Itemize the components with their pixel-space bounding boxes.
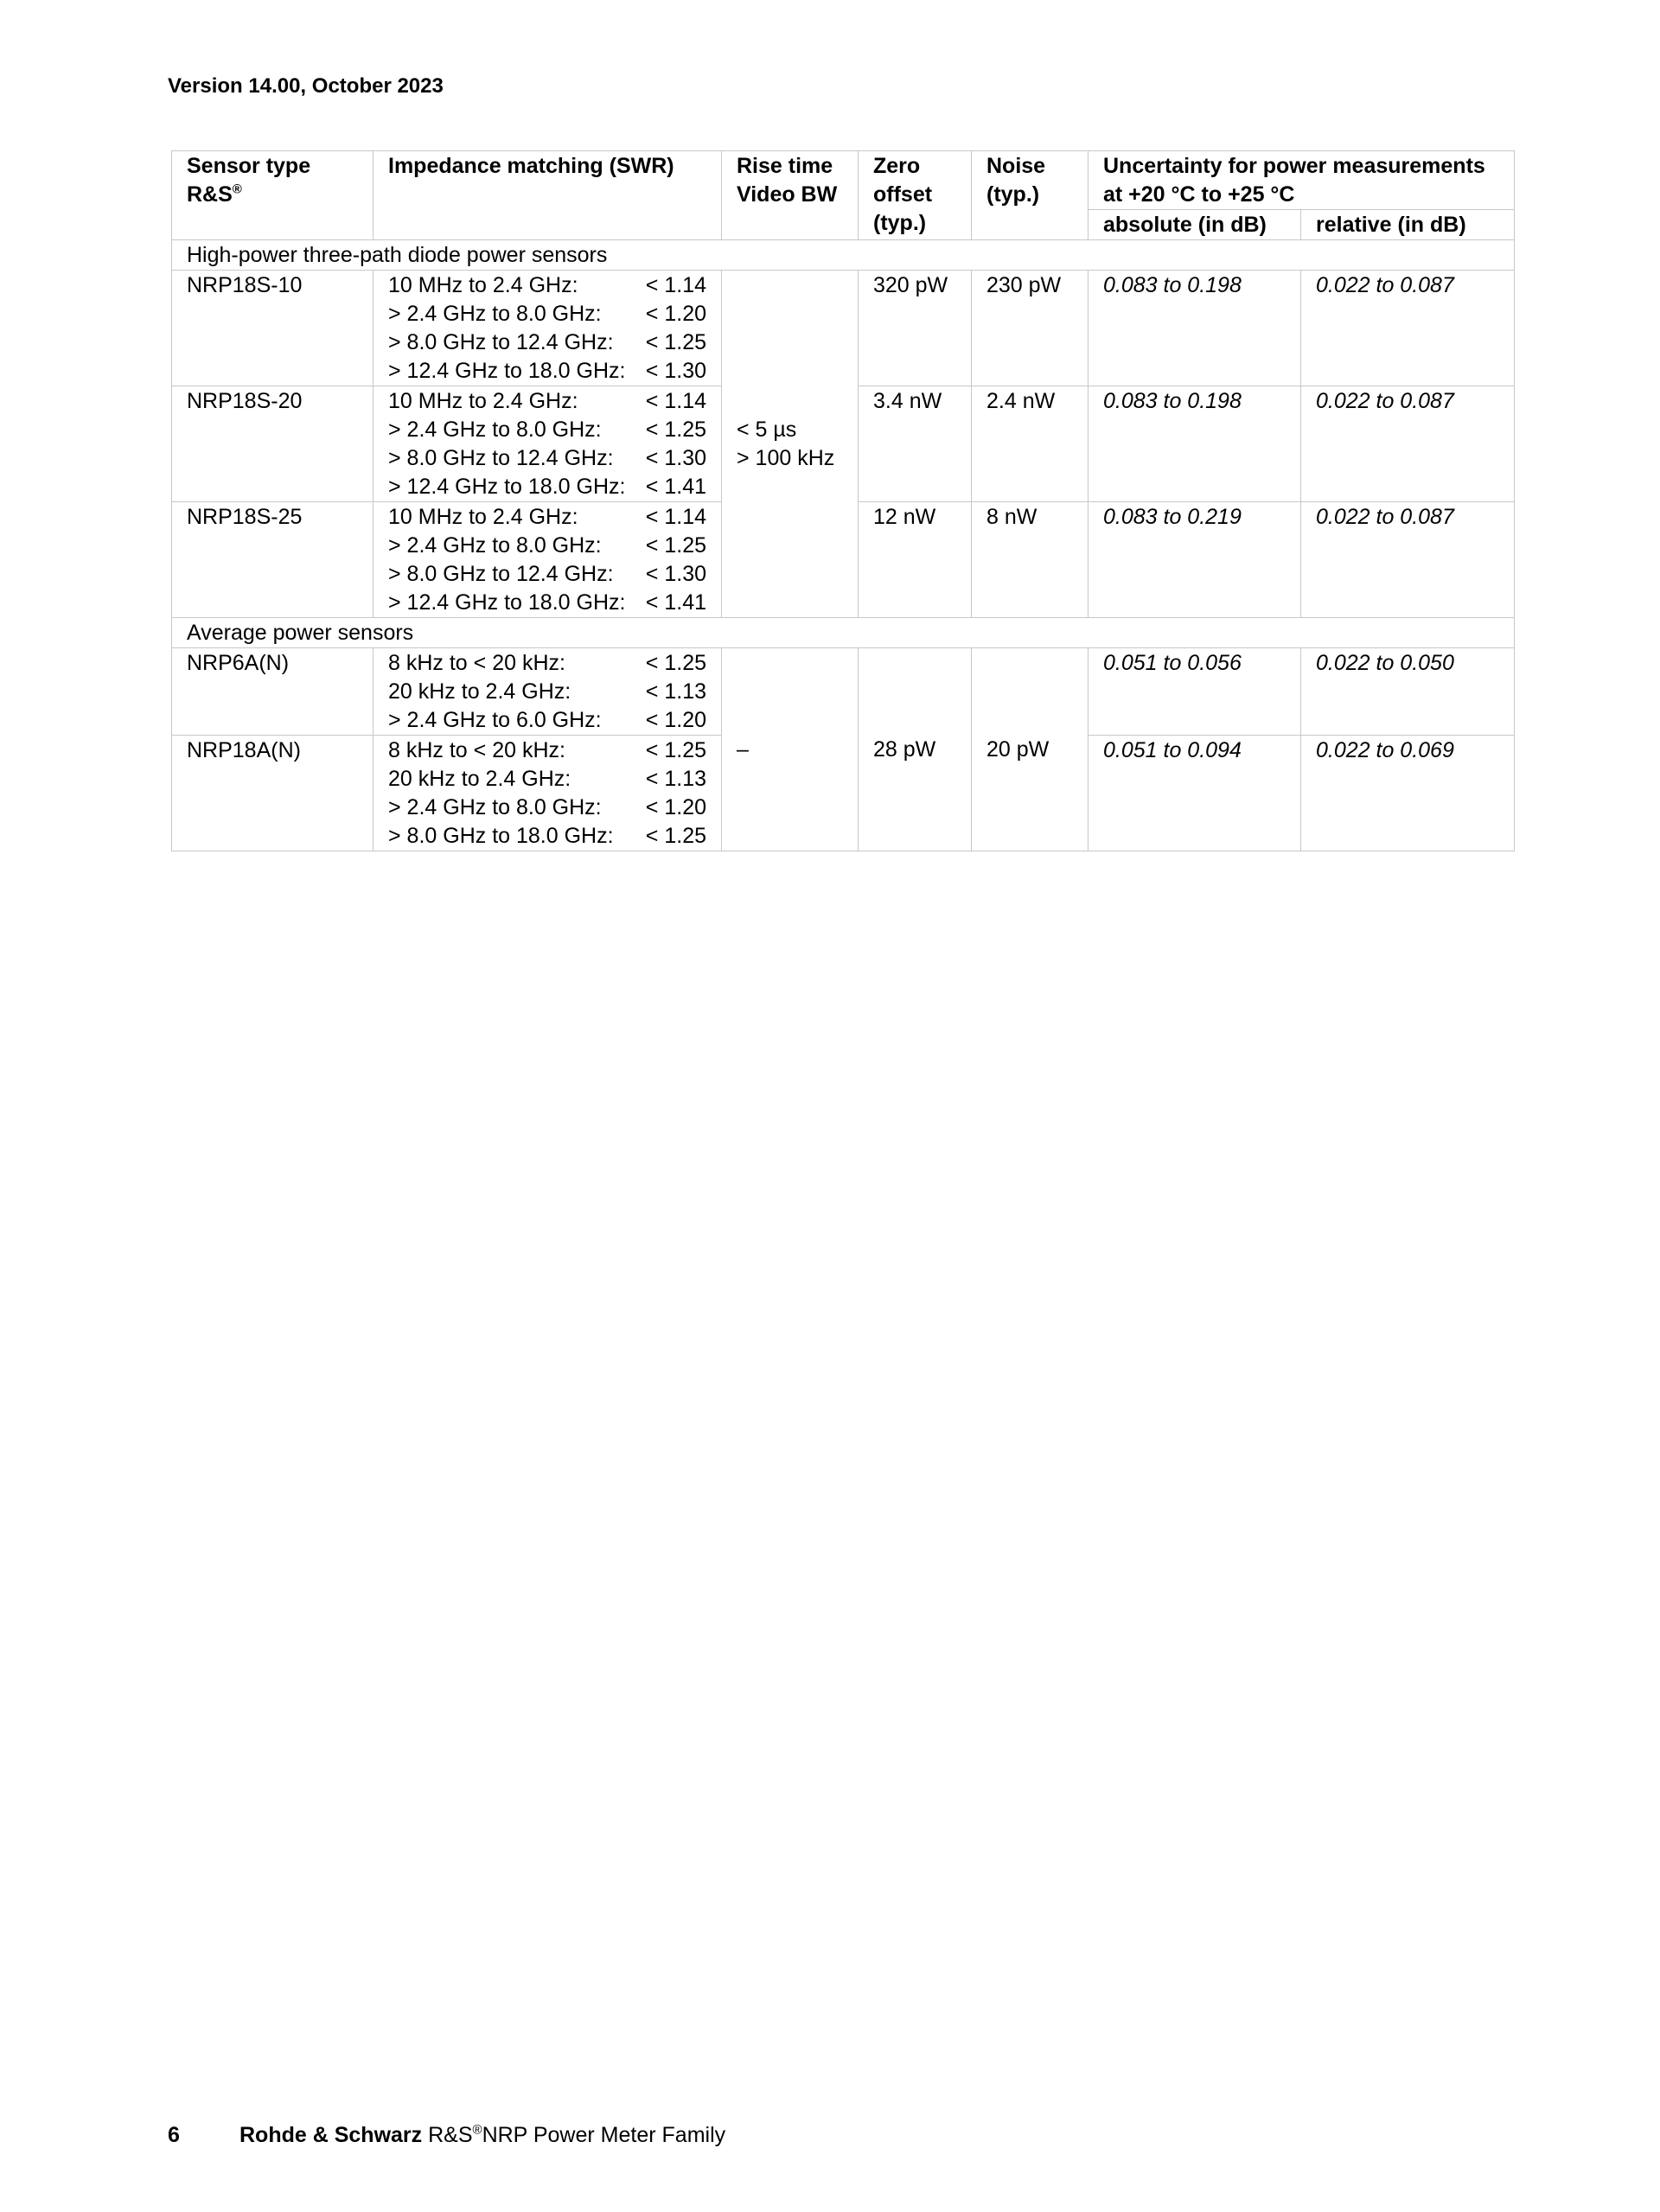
zero-offset-value: 12 nW: [859, 502, 972, 618]
footer-product: NRP Power Meter Family: [482, 2123, 726, 2147]
header-zero-offset: [859, 151, 972, 240]
swr-line: > 2.4 GHz to 8.0 GHz: < 1.20: [388, 302, 706, 326]
swr-line: 10 MHz to 2.4 GHz: < 1.14: [388, 273, 706, 297]
swr-line: > 8.0 GHz to 12.4 GHz: < 1.30: [388, 562, 706, 586]
header-brand-label: R&S: [187, 182, 233, 207]
header-uncertainty: [1089, 151, 1515, 210]
section-title: Average power sensors: [172, 618, 1515, 648]
zero-offset-value: 28 pW: [859, 648, 972, 851]
swr-cell: [374, 736, 722, 851]
absolute-uncertainty: 0.083 to 0.198: [1089, 271, 1301, 386]
header-uncertainty-line1: Uncertainty for power measurements: [1103, 154, 1485, 178]
rise-time-cell: [722, 271, 859, 618]
header-zero-line1: Zero: [873, 154, 921, 178]
header-zero-line3: (typ.): [873, 211, 927, 235]
swr-line: 20 kHz to 2.4 GHz: < 1.13: [388, 767, 706, 791]
section-title-row: [172, 618, 1515, 648]
swr-line: 10 MHz to 2.4 GHz: < 1.14: [388, 389, 706, 413]
table-row: [172, 648, 1515, 736]
header-rise-line2: Video BW: [737, 182, 838, 207]
footer-brand: Rohde & Schwarz: [239, 2123, 423, 2147]
noise-value: 2.4 nW: [972, 386, 1089, 502]
absolute-uncertainty: 0.083 to 0.219: [1089, 502, 1301, 618]
swr-line: 8 kHz to < 20 kHz: < 1.25: [388, 651, 706, 675]
swr-line: 20 kHz to 2.4 GHz: < 1.13: [388, 679, 706, 704]
page-number: 6: [168, 2123, 180, 2147]
table-header-row: [172, 151, 1515, 210]
swr-line: > 2.4 GHz to 8.0 GHz: < 1.25: [388, 533, 706, 558]
sensor-spec-table: [171, 150, 1515, 851]
sensor-name: NRP18S-20: [172, 386, 374, 502]
zero-offset-value: 3.4 nW: [859, 386, 972, 502]
header-noise: [972, 151, 1089, 240]
relative-uncertainty: 0.022 to 0.087: [1301, 386, 1515, 502]
swr-line: > 2.4 GHz to 8.0 GHz: < 1.20: [388, 795, 706, 819]
swr-line: 8 kHz to < 20 kHz: < 1.25: [388, 738, 706, 762]
swr-line: > 8.0 GHz to 12.4 GHz: < 1.30: [388, 446, 706, 470]
noise-value: 8 nW: [972, 502, 1089, 618]
header-rise-line1: Rise time: [737, 154, 833, 178]
rise-time-cell: –: [722, 648, 859, 851]
sensor-name: NRP6A(N): [172, 648, 374, 736]
swr-cell: [374, 648, 722, 736]
section-title-row: [172, 240, 1515, 271]
swr-cell: [374, 271, 722, 386]
document-version: Version 14.00, October 2023: [168, 74, 444, 98]
sensor-name: NRP18S-10: [172, 271, 374, 386]
footer-product-prefix: R&S: [428, 2123, 473, 2147]
sensor-name: NRP18A(N): [172, 736, 374, 851]
relative-uncertainty: 0.022 to 0.087: [1301, 271, 1515, 386]
section-title: High-power three-path diode power sensors: [172, 240, 1515, 271]
absolute-uncertainty: 0.051 to 0.094: [1089, 736, 1301, 851]
noise-value: 20 pW: [972, 648, 1089, 851]
relative-uncertainty: 0.022 to 0.069: [1301, 736, 1515, 851]
header-rise-time: [722, 151, 859, 240]
swr-cell: [374, 502, 722, 618]
header-absolute: absolute (in dB): [1089, 210, 1301, 240]
absolute-uncertainty: 0.083 to 0.198: [1089, 386, 1301, 502]
swr-line: 10 MHz to 2.4 GHz: < 1.14: [388, 505, 706, 529]
relative-uncertainty: 0.022 to 0.087: [1301, 502, 1515, 618]
header-relative: relative (in dB): [1301, 210, 1515, 240]
noise-value: 230 pW: [972, 271, 1089, 386]
video-bw-value: > 100 kHz: [737, 446, 835, 470]
header-noise-line1: Noise: [986, 154, 1046, 178]
zero-offset-value: 320 pW: [859, 271, 972, 386]
swr-line: > 8.0 GHz to 18.0 GHz: < 1.25: [388, 824, 706, 848]
header-sensor-type: Sensor type R&S®: [172, 151, 374, 240]
header-impedance: Impedance matching (SWR): [374, 151, 722, 240]
absolute-uncertainty: 0.051 to 0.056: [1089, 648, 1301, 736]
table-row: [172, 271, 1515, 386]
swr-line: > 2.4 GHz to 8.0 GHz: < 1.25: [388, 418, 706, 442]
swr-line: > 8.0 GHz to 12.4 GHz: < 1.25: [388, 330, 706, 354]
swr-line: > 12.4 GHz to 18.0 GHz: < 1.41: [388, 590, 706, 615]
page-footer: 6 Rohde & Schwarz R&S®NRP Power Meter Family: [168, 2122, 726, 2147]
swr-cell: [374, 386, 722, 502]
header-sensor-type-label: Sensor type: [187, 154, 311, 178]
relative-uncertainty: 0.022 to 0.050: [1301, 648, 1515, 736]
swr-line: > 12.4 GHz to 18.0 GHz: < 1.41: [388, 475, 706, 499]
header-noise-line2: (typ.): [986, 182, 1040, 207]
swr-line: > 2.4 GHz to 6.0 GHz: < 1.20: [388, 708, 706, 732]
sensor-name: NRP18S-25: [172, 502, 374, 618]
header-zero-line2: offset: [873, 182, 933, 207]
rise-time-value: < 5 µs: [737, 418, 797, 442]
header-uncertainty-line2: at +20 °C to +25 °C: [1103, 182, 1295, 207]
swr-line: > 12.4 GHz to 18.0 GHz: < 1.30: [388, 359, 706, 383]
